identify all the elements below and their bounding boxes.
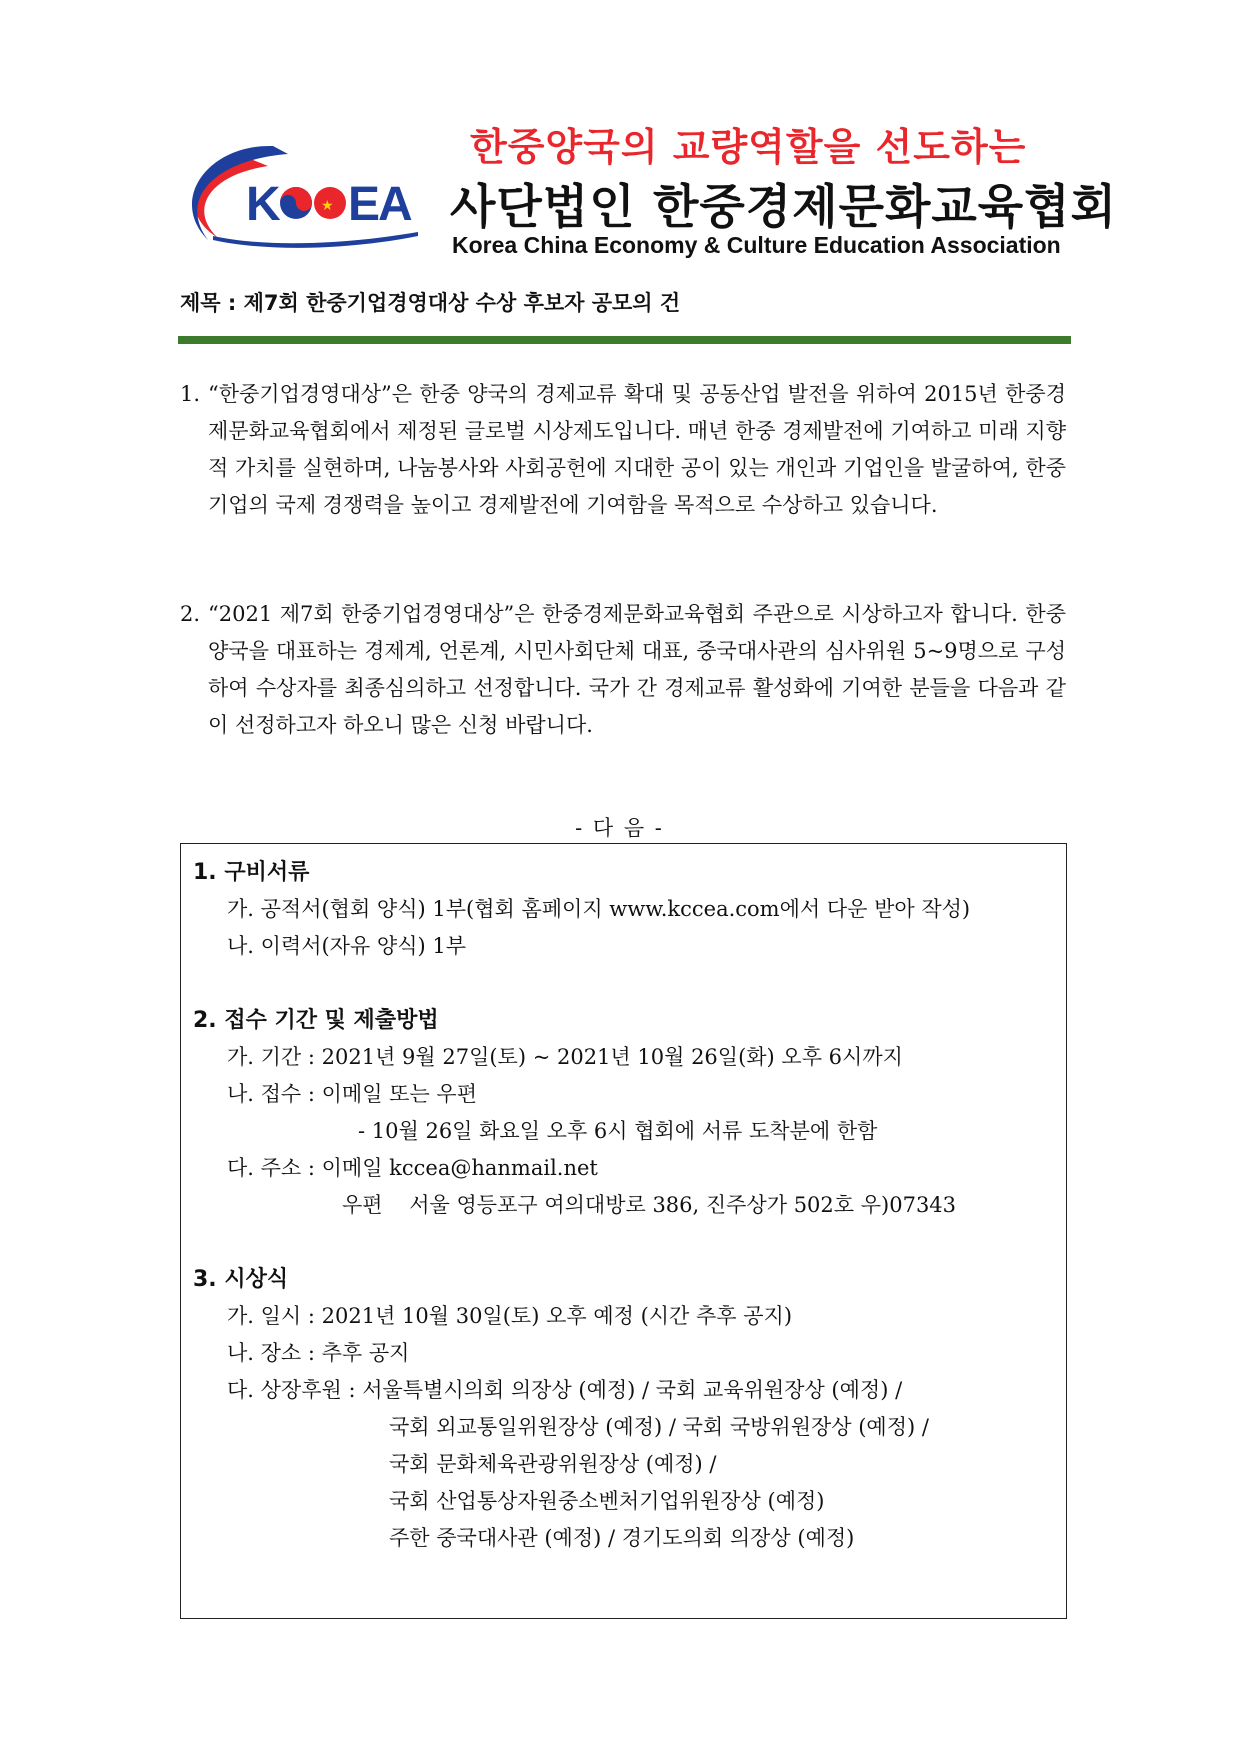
list-item: 나. 접수 : 이메일 또는 우편 — [227, 1082, 477, 1106]
address-email: 다. 주소 : 이메일 kccea@hanmail.net — [227, 1156, 598, 1180]
list-item — [193, 1150, 1054, 1187]
section-title: 2. 접수 기간 및 제출방법 — [193, 1008, 439, 1033]
org-name-english: Korea China Economy & Culture Education Association — [452, 232, 1061, 258]
daum-heading: - 다 음 - — [575, 816, 664, 840]
paragraph-text: “2021 제7회 한중기업경영대상”은 한중경제문화교육협회 주관으로 시상하고자 합니다. 한중 양국을 대표하는 경제계, 언론계, 시민사회단체 대표, 중국대사관의 심사위원 5~9명으로 구성하여 수상자를 최종심의하고 선정합니다. 국가 간 경제교류 활성화에 기여한 분들을 다음과 같이 선정하고자 하오니 많은 신청 바랍니다. — [208, 602, 1066, 737]
logo-underline — [213, 232, 418, 248]
list-item: 가. 공적서(협회 양식) 1부(협회 홈페이지 www.kccea.com에서 다운 받아 작성) — [227, 897, 971, 921]
paragraph-number: 1. — [180, 382, 201, 406]
address-post: 우편 서울 영등포구 여의대방로 386, 진주상가 502호 우)07343 — [342, 1193, 957, 1217]
paragraph-2 — [180, 596, 1066, 744]
section-title: 1. 구비서류 — [193, 860, 310, 885]
svg-text:K: K — [246, 178, 279, 231]
list-item-note: - 10월 26일 화요일 오후 6시 협회에 서류 도착분에 한함 — [358, 1119, 878, 1143]
list-item: 나. 이력서(자유 양식) 1부 — [227, 934, 467, 958]
paragraph-text: “한중기업경영대상”은 한중 양국의 경제교류 확대 및 공동산업 발전을 위하여 2015년 한중경제문화교육협회에서 제정된 글로벌 시상제도입니다. 매년 한중 경제발전에 기여하고 미래 지향적 가치를 실현하며, 나눔봉사와 사회공헌에 지대한 공이 있는 개인과 기업인을 발굴하여, 한중 기업의 국제 경쟁력을 높이고 경제발전에 기여함을 목적으로 수상하고 있습니다. — [208, 382, 1066, 517]
list-item-continued: 국회 문화체육관광위원장상 (예정) / — [389, 1452, 717, 1476]
list-item-continued: 국회 외교통일위원장상 (예정) / 국회 국방위원장상 (예정) / — [389, 1415, 929, 1439]
paragraph-number: 2. — [180, 602, 201, 626]
document-subject: 제목 : 제7회 한중기업경영대상 수상 후보자 공모의 건 — [180, 291, 681, 315]
org-name: 사단법인 한중경제문화교육협회 — [450, 180, 1117, 235]
list-item-continued: 주한 중국대사관 (예정) / 경기도의회 의장상 (예정) — [389, 1526, 855, 1550]
header-rule — [178, 336, 1071, 344]
list-item-continued: 국회 산업통상자원중소벤처기업위원장상 (예정) — [389, 1489, 825, 1513]
kccea-logo — [178, 140, 438, 250]
section-title: 3. 시상식 — [193, 1267, 289, 1292]
svg-text:★: ★ — [321, 198, 334, 214]
list-item: 다. 상장후원 : 서울특별시의회 의장상 (예정) / 국회 교육위원장상 (예정) / — [227, 1378, 903, 1402]
paragraph-1 — [180, 376, 1066, 524]
details-box — [180, 843, 1067, 1619]
list-item: 가. 기간 : 2021년 9월 27일(토) ~ 2021년 10월 26일(화) 오후 6시까지 — [227, 1045, 903, 1069]
list-item: 나. 장소 : 추후 공지 — [227, 1341, 410, 1365]
svg-text:EA: EA — [348, 178, 411, 231]
list-item: 가. 일시 : 2021년 10월 30일(토) 오후 예정 (시간 추후 공지) — [227, 1304, 793, 1328]
tagline: 한중양국의 교량역할을 선도하는 — [470, 125, 1027, 169]
